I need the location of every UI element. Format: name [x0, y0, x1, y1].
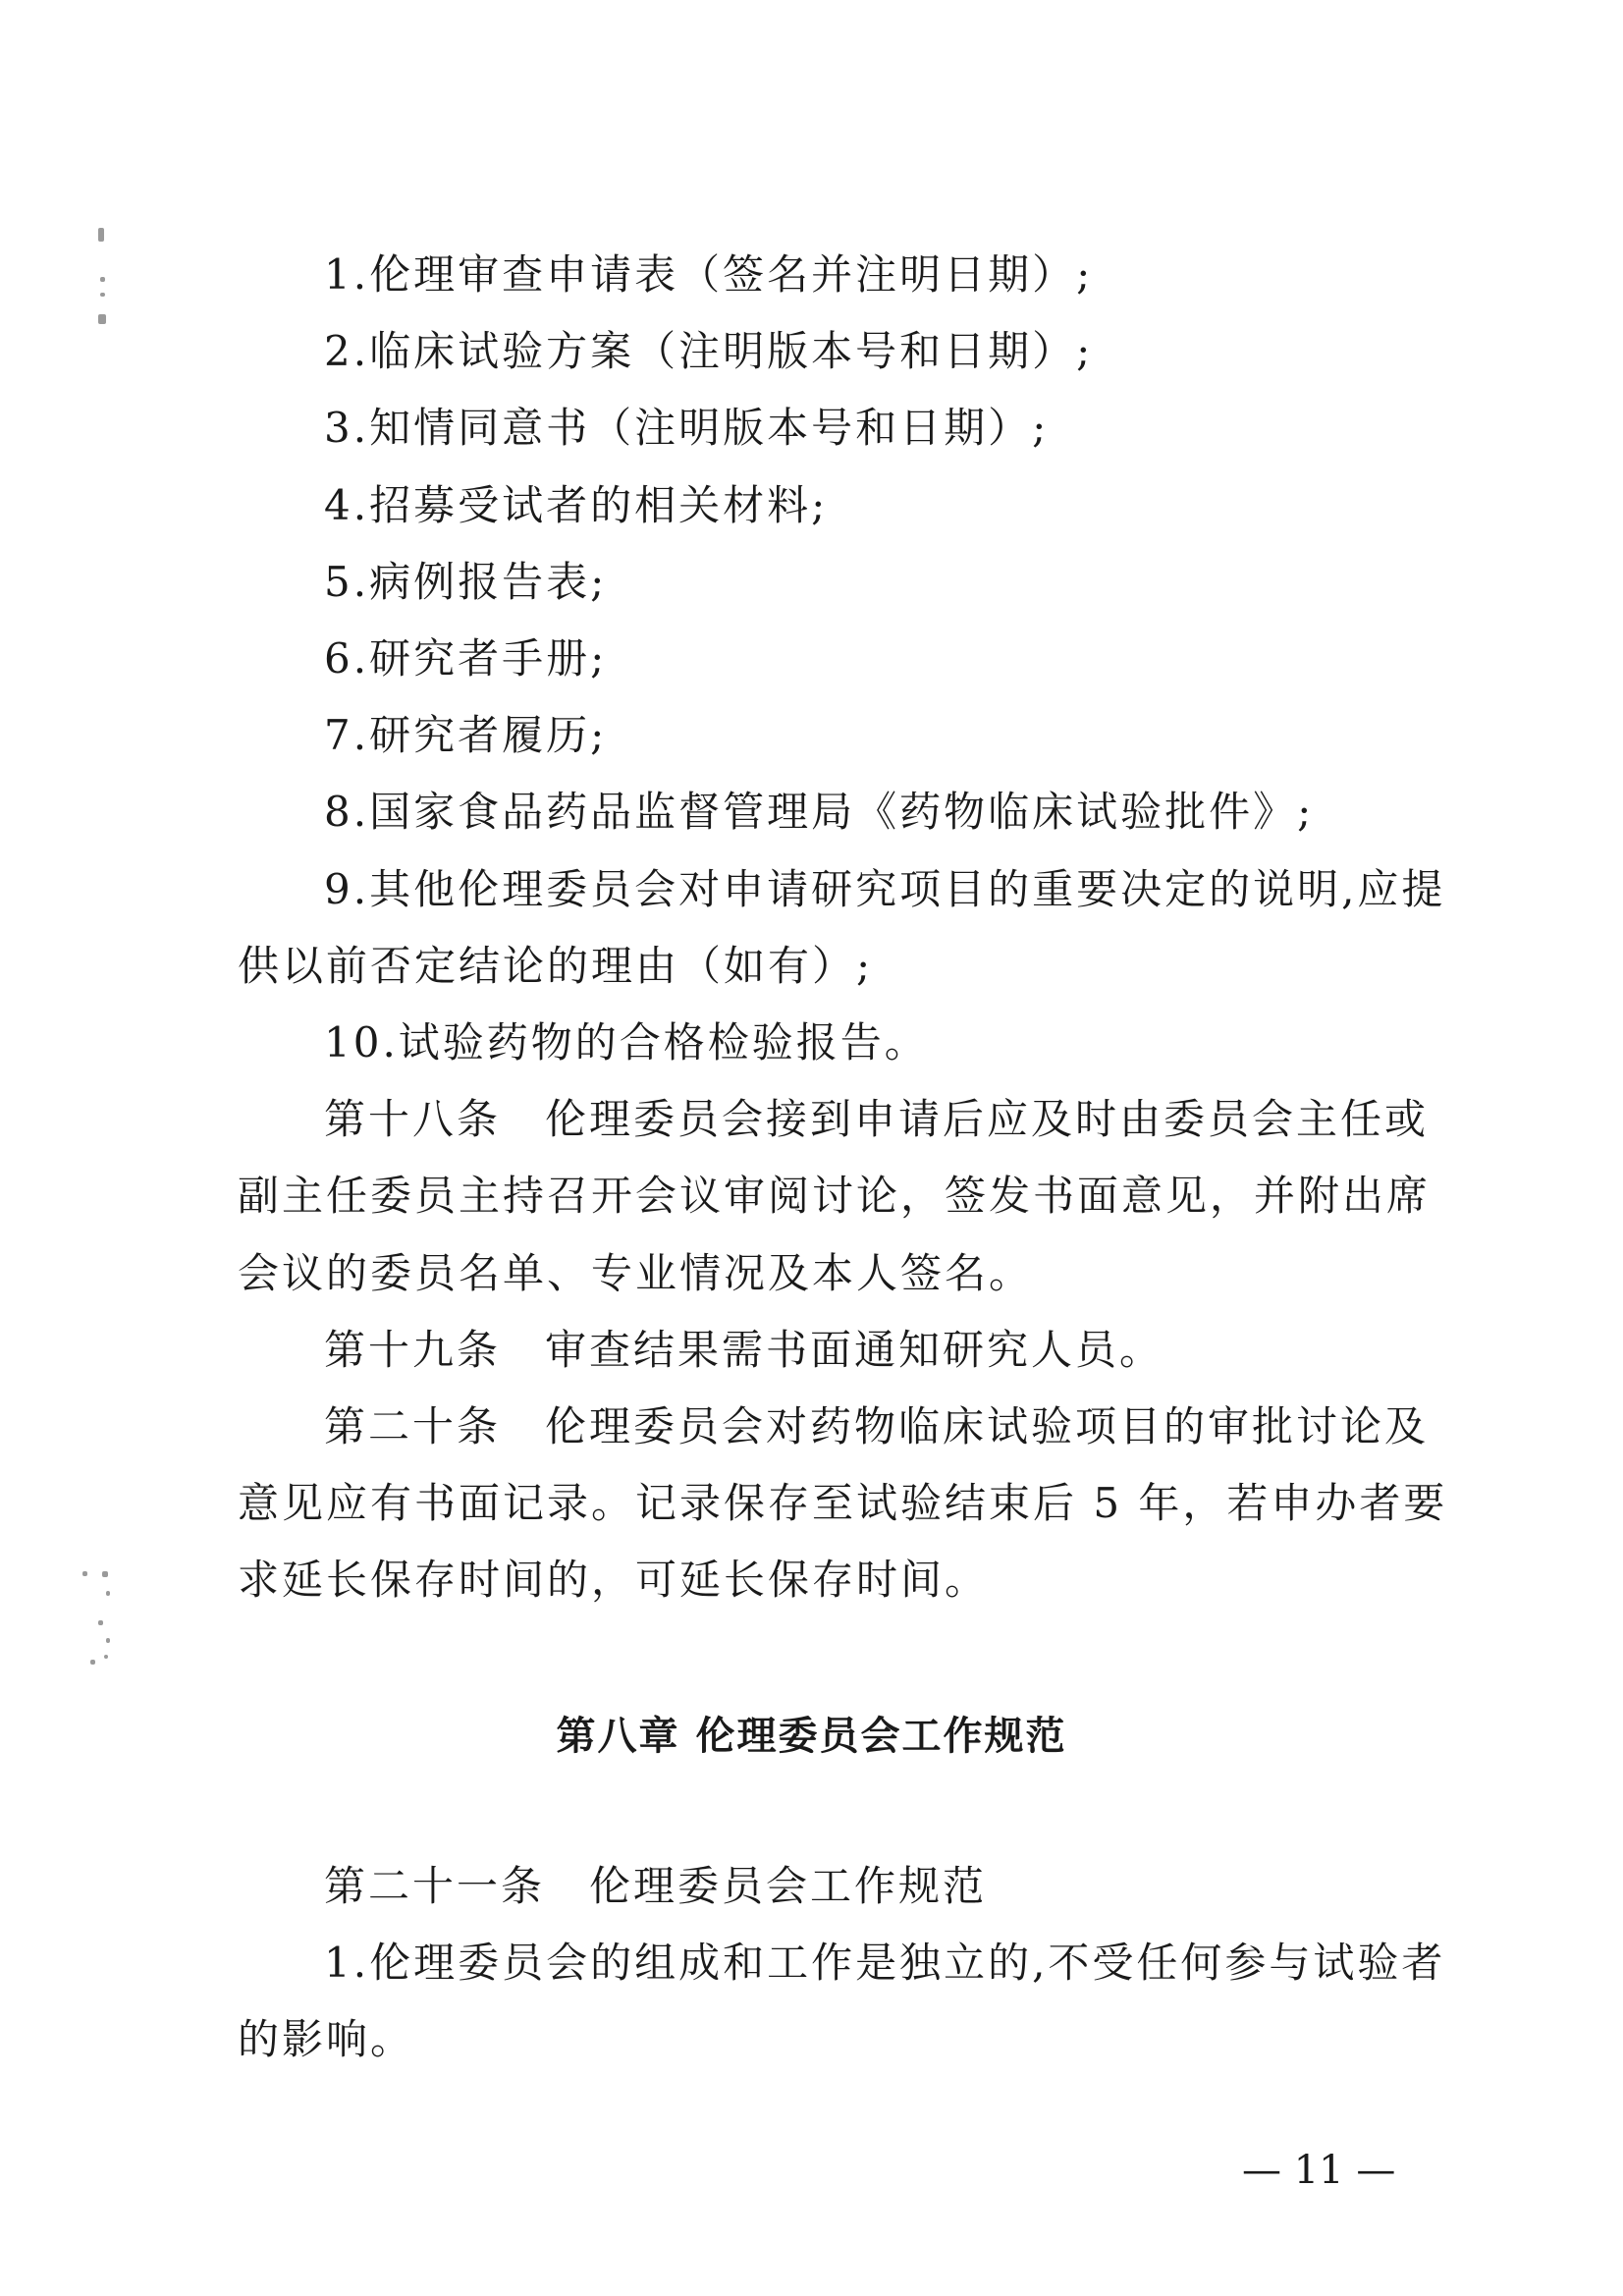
scan-speck [90, 1660, 95, 1665]
scan-speck [98, 314, 106, 324]
article-18-line-1: 第十八条 伦理委员会接到申请后应及时由委员会主任或 [324, 1095, 1430, 1143]
article-18-line-2: 副主任委员主持召开会议审阅讨论，签发书面意见，并附出席 [238, 1172, 1432, 1220]
article-19: 第十九条 审查结果需书面通知研究人员。 [324, 1326, 1164, 1374]
article-20-line-1: 第二十条 伦理委员会对药物临床试验项目的审批讨论及 [324, 1402, 1430, 1450]
page-number: — 11 — [1242, 2148, 1396, 2193]
material-item-2: 2.临床试验方案（注明版本号和日期）; [324, 327, 1094, 375]
scan-speck [98, 1620, 103, 1625]
article-20-line-2: 意见应有书面记录。记录保存至试验结束后 5 年，若申办者要 [238, 1479, 1448, 1527]
article-21-item-1-line-2: 的影响。 [238, 2015, 415, 2063]
material-item-4: 4.招募受试者的相关材料; [324, 481, 829, 529]
scan-speck [100, 293, 105, 297]
material-item-1: 1.伦理审查申请表（签名并注明日期）; [324, 250, 1094, 299]
material-item-10: 10.试验药物的合格检验报告。 [324, 1018, 929, 1066]
article-21-item-1-line-1: 1.伦理委员会的组成和工作是独立的,不受任何参与试验者 [324, 1939, 1446, 1987]
scan-speck [100, 277, 105, 282]
material-item-5: 5.病例报告表; [324, 558, 608, 606]
article-20-line-3: 求延长保存时间的，可延长保存时间。 [238, 1556, 990, 1604]
scan-speck [106, 1591, 110, 1596]
scan-speck [82, 1571, 87, 1576]
material-item-8: 8.国家食品药品监督管理局《药物临床试验批件》; [324, 788, 1315, 836]
chapter-heading: 第八章 伦理委员会工作规范 [556, 1714, 1067, 1759]
material-item-6: 6.研究者手册; [324, 634, 608, 683]
scan-speck [106, 1638, 110, 1643]
scan-speck [98, 228, 104, 242]
scan-speck [102, 1571, 108, 1577]
material-item-3: 3.知情同意书（注明版本号和日期）; [324, 404, 1050, 452]
material-item-9-line-1: 9.其他伦理委员会对申请研究项目的重要决定的说明,应提 [324, 865, 1446, 913]
material-item-7: 7.研究者履历; [324, 711, 608, 759]
material-item-9-line-2: 供以前否定结论的理由（如有）; [238, 942, 874, 990]
article-18-line-3: 会议的委员名单、专业情况及本人签名。 [238, 1249, 1034, 1297]
article-21-title: 第二十一条 伦理委员会工作规范 [324, 1862, 988, 1910]
scan-speck [104, 1655, 108, 1659]
